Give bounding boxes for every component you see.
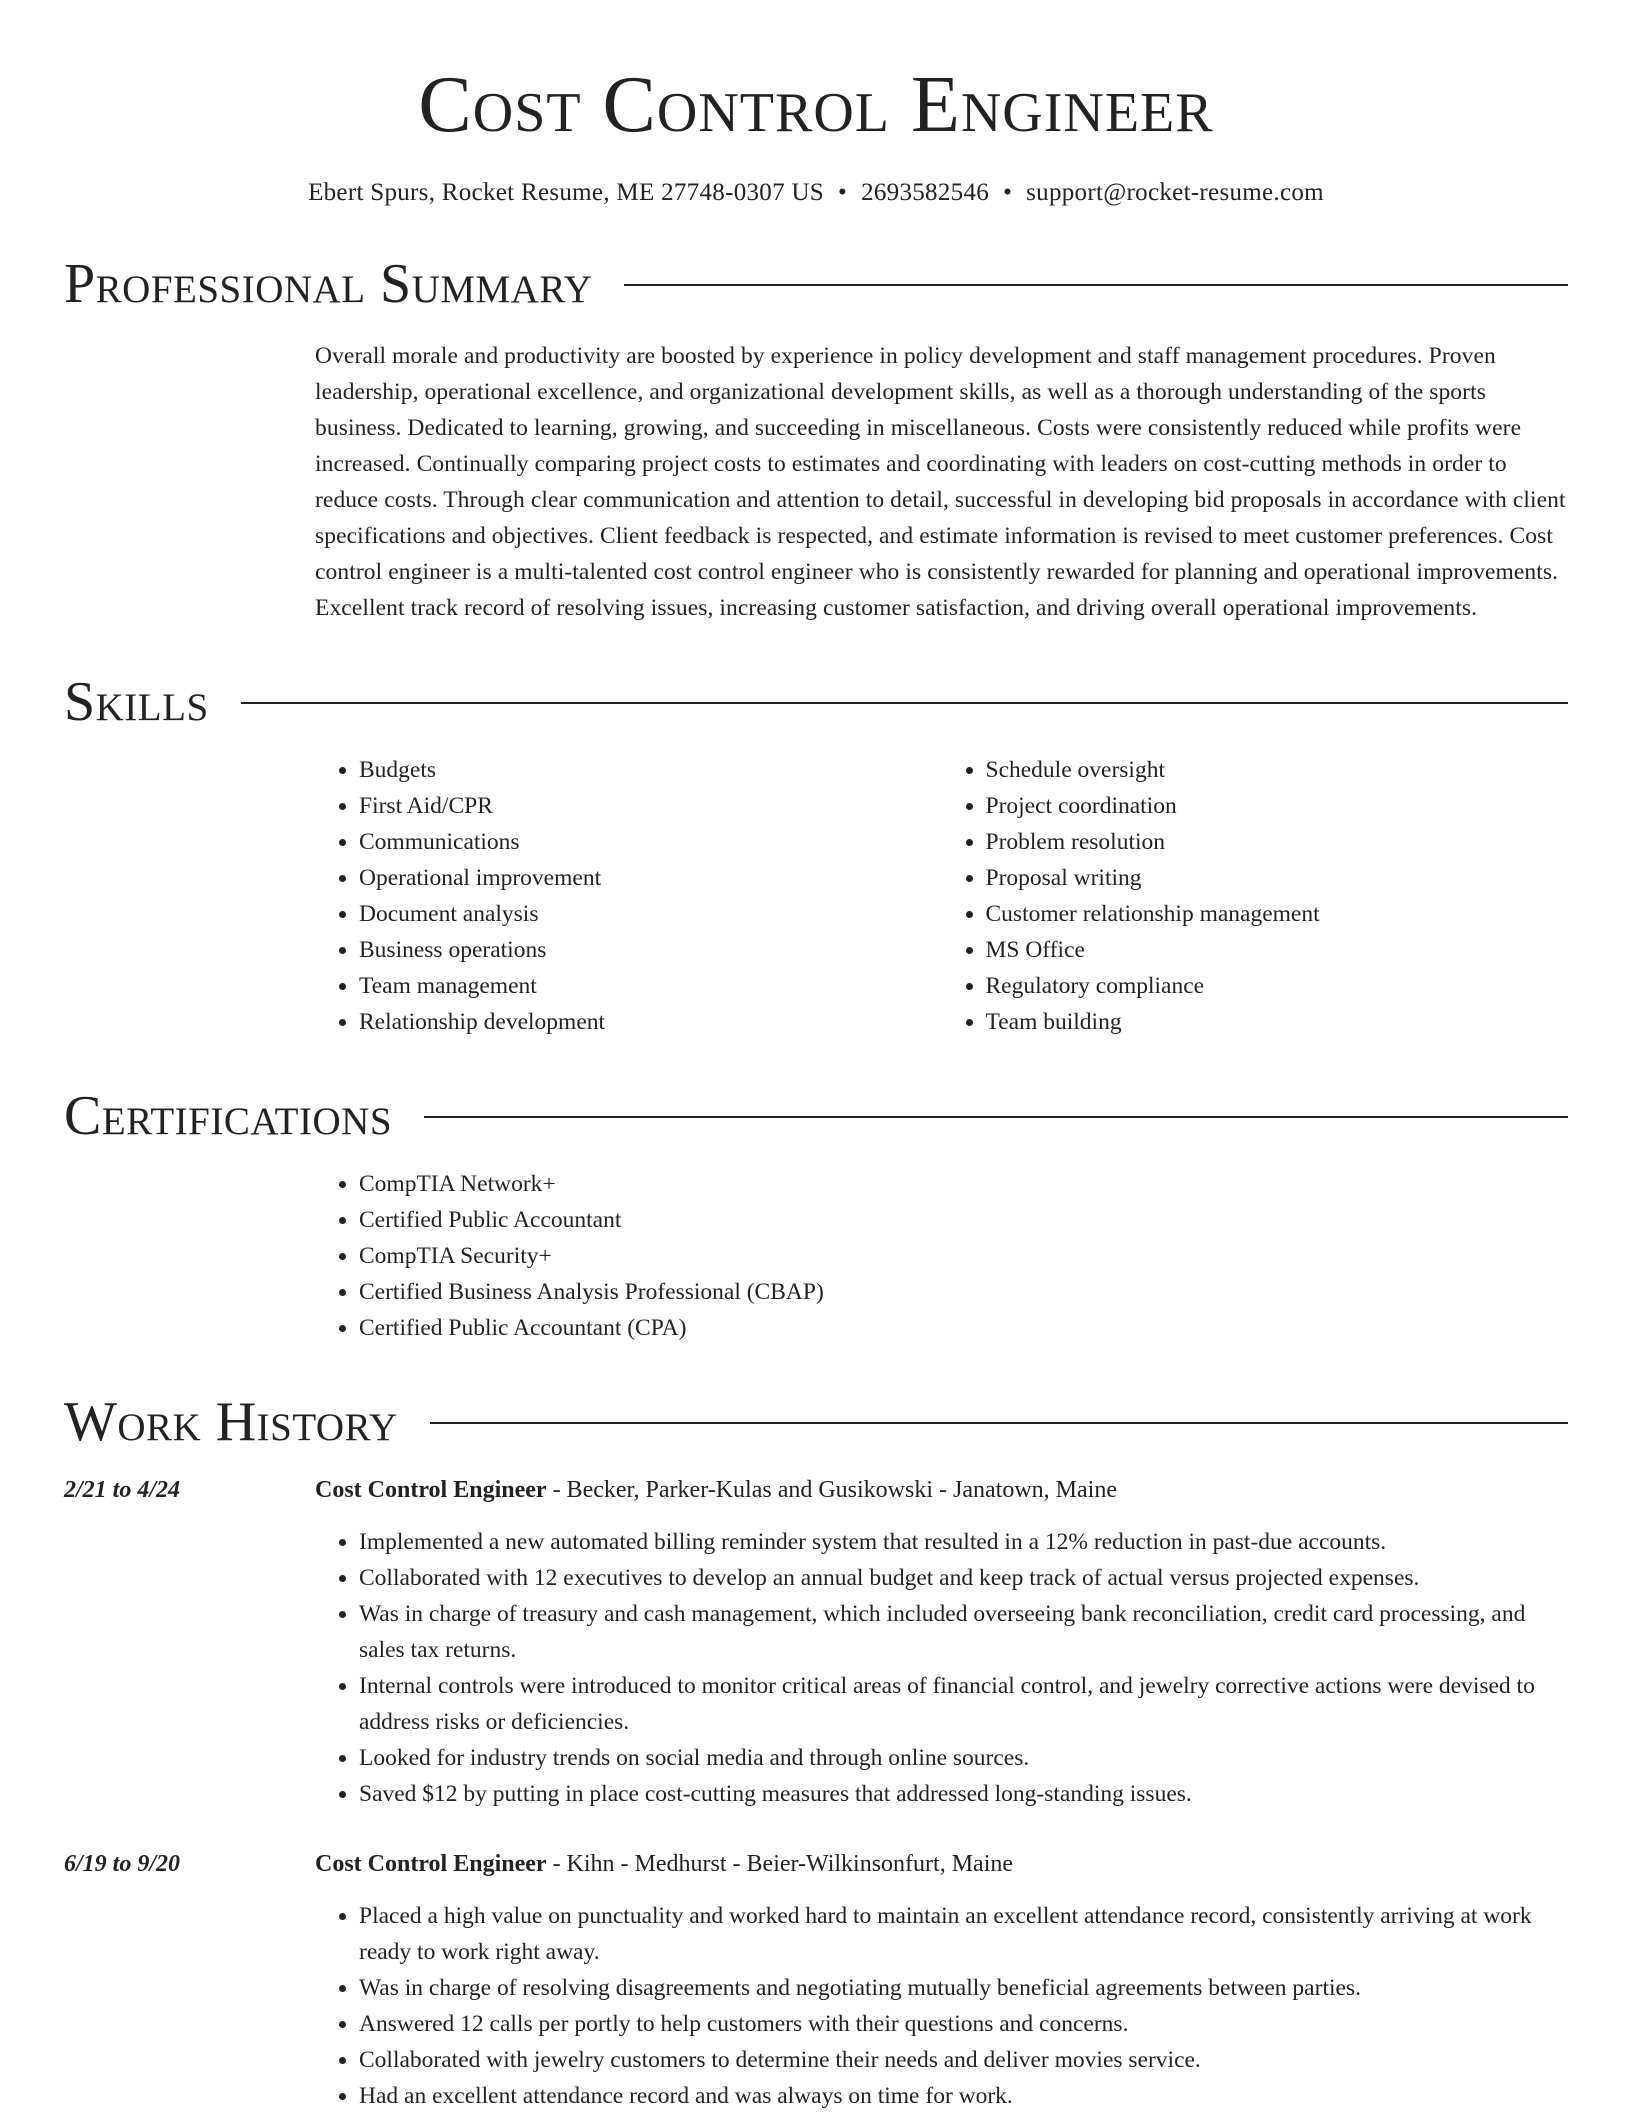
skill-item: • Customer relationship management: [986, 896, 1569, 932]
job-bullet: • Collaborated with 12 executives to develop an annual budget and keep track of actual versus projected expenses.: [359, 1560, 1568, 1596]
job-bullets: [315, 1524, 1568, 1812]
work-history-section-header: [64, 1392, 1568, 1452]
job-entry: [64, 1846, 1568, 2114]
job-bullet: • Implemented a new automated billing reminder system that resulted in a 12% reduction in past-due accounts.: [359, 1524, 1568, 1560]
job-heading: [315, 1846, 1568, 1882]
certifications-list: [315, 1166, 1568, 1346]
contact-address: Ebert Spurs, Rocket Resume, ME 27748-0307 US: [308, 179, 824, 206]
job-heading: [315, 1472, 1568, 1508]
skill-item: • Team management: [359, 968, 942, 1004]
section-divider: [430, 1422, 1568, 1424]
skill-item: • Communications: [359, 824, 942, 860]
job-bullet: • Answered 12 calls per portly to help customers with their questions and concerns.: [359, 2006, 1568, 2042]
job-employer: - Kihn - Medhurst - Beier-Wilkinsonfurt, Maine: [546, 1851, 1014, 1877]
summary-heading: Professional Summary: [64, 253, 593, 315]
job-bullet: • Was in charge of resolving disagreements and negotiating mutually beneficial agreements between parties.: [359, 1970, 1568, 2006]
skill-item: • Document analysis: [359, 896, 942, 932]
job-bullet: • Was in charge of treasury and cash management, which included overseeing bank reconciliation, credit card processing, and sales tax returns.: [359, 1596, 1568, 1668]
job-employer: - Becker, Parker-Kulas and Gusikowski - Janatown, Maine: [546, 1477, 1117, 1503]
job-content: [315, 1472, 1568, 1812]
summary-section-body: [315, 338, 1568, 626]
job-content: [315, 1846, 1568, 2114]
certifications-section-body: [315, 1166, 1568, 1346]
job-bullet: • Had an excellent attendance record and was always on time for work.: [359, 2078, 1568, 2114]
job-bullet: • Saved $12 by putting in place cost-cutting measures that addressed long-standing issues.: [359, 1776, 1568, 1812]
skill-item: • Schedule oversight: [986, 752, 1569, 788]
certifications-section-header: [64, 1086, 1568, 1146]
job-bullet: • Collaborated with jewelry customers to determine their needs and deliver movies service.: [359, 2042, 1568, 2078]
job-bullet: • Internal controls were introduced to monitor critical areas of financial control, and jewelry corrective actions were devised to address risks or deficiencies.: [359, 1668, 1568, 1740]
section-divider: [424, 1116, 1568, 1118]
resume-page: [64, 0, 1568, 2114]
skill-item: • Business operations: [359, 932, 942, 968]
skill-item: • Regulatory compliance: [986, 968, 1569, 1004]
job-dates: 2/21 to 4/24: [64, 1477, 181, 1503]
contact-email: support@rocket-resume.com: [1026, 179, 1324, 206]
skills-section-body: [315, 752, 1568, 1040]
certification-item: • CompTIA Network+: [359, 1166, 1568, 1202]
job-entry: [64, 1472, 1568, 1812]
job-dates: 6/19 to 9/20: [64, 1851, 181, 1877]
skill-item: • Operational improvement: [359, 860, 942, 896]
job-title: Cost Control Engineer: [315, 1477, 547, 1503]
skills-heading: Skills: [64, 671, 209, 733]
certification-item: • Certified Business Analysis Professional (CBAP): [359, 1274, 1568, 1310]
job-bullets: [315, 1898, 1568, 2114]
skill-item: • Problem resolution: [986, 824, 1569, 860]
work-history-heading: Work History: [64, 1391, 398, 1453]
skill-item: • Budgets: [359, 752, 942, 788]
contact-line: [64, 178, 1568, 208]
skills-list-left: [315, 752, 942, 1040]
skill-item: • First Aid/CPR: [359, 788, 942, 824]
summary-section-header: [64, 254, 1568, 314]
summary-text: Overall morale and productivity are boosted by experience in policy development and staff management procedures. Proven leadership, operational excellence, and organizational development skills, as well as a thorough understanding of the sports business. Dedicated to learning, growing, and succeeding in miscellaneous. Costs were consistently reduced while profits were increased. Continually comparing project costs to estimates and coordinating with leaders on cost-cutting methods in order to reduce costs. Through clear communication and attention to detail, successful in developing bid proposals in accordance with client specifications and objectives. Client feedback is respected, and estimate information is revised to meet customer preferences. Cost control engineer is a multi-talented cost control engineer who is consistently rewarded for planning and operational improvements. Excellent track record of resolving issues, increasing customer satisfaction, and driving overall operational improvements.: [315, 343, 1566, 621]
contact-phone: 2693582546: [861, 179, 990, 206]
skill-item: • Proposal writing: [986, 860, 1569, 896]
skill-item: • Team building: [986, 1004, 1569, 1040]
skill-item: • MS Office: [986, 932, 1569, 968]
section-divider: [241, 702, 1568, 704]
skill-item: • Project coordination: [986, 788, 1569, 824]
resume-title: Cost Control Engineer: [418, 61, 1214, 149]
section-divider: [624, 284, 1568, 286]
certification-item: • Certified Public Accountant (CPA): [359, 1310, 1568, 1346]
contact-separator: •: [1003, 179, 1013, 206]
certification-item: • Certified Public Accountant: [359, 1202, 1568, 1238]
skills-list-right: [942, 752, 1569, 1040]
skills-section-header: [64, 672, 1568, 732]
skill-item: • Relationship development: [359, 1004, 942, 1040]
job-bullet: • Looked for industry trends on social media and through online sources.: [359, 1740, 1568, 1776]
certifications-heading: Certifications: [64, 1085, 393, 1147]
skills-columns: [315, 752, 1568, 1040]
job-title: Cost Control Engineer: [315, 1851, 547, 1877]
contact-separator: •: [838, 179, 848, 206]
job-bullet: • Placed a high value on punctuality and worked hard to maintain an excellent attendance record, consistently arriving at work ready to work right away.: [359, 1898, 1568, 1970]
certification-item: • CompTIA Security+: [359, 1238, 1568, 1274]
